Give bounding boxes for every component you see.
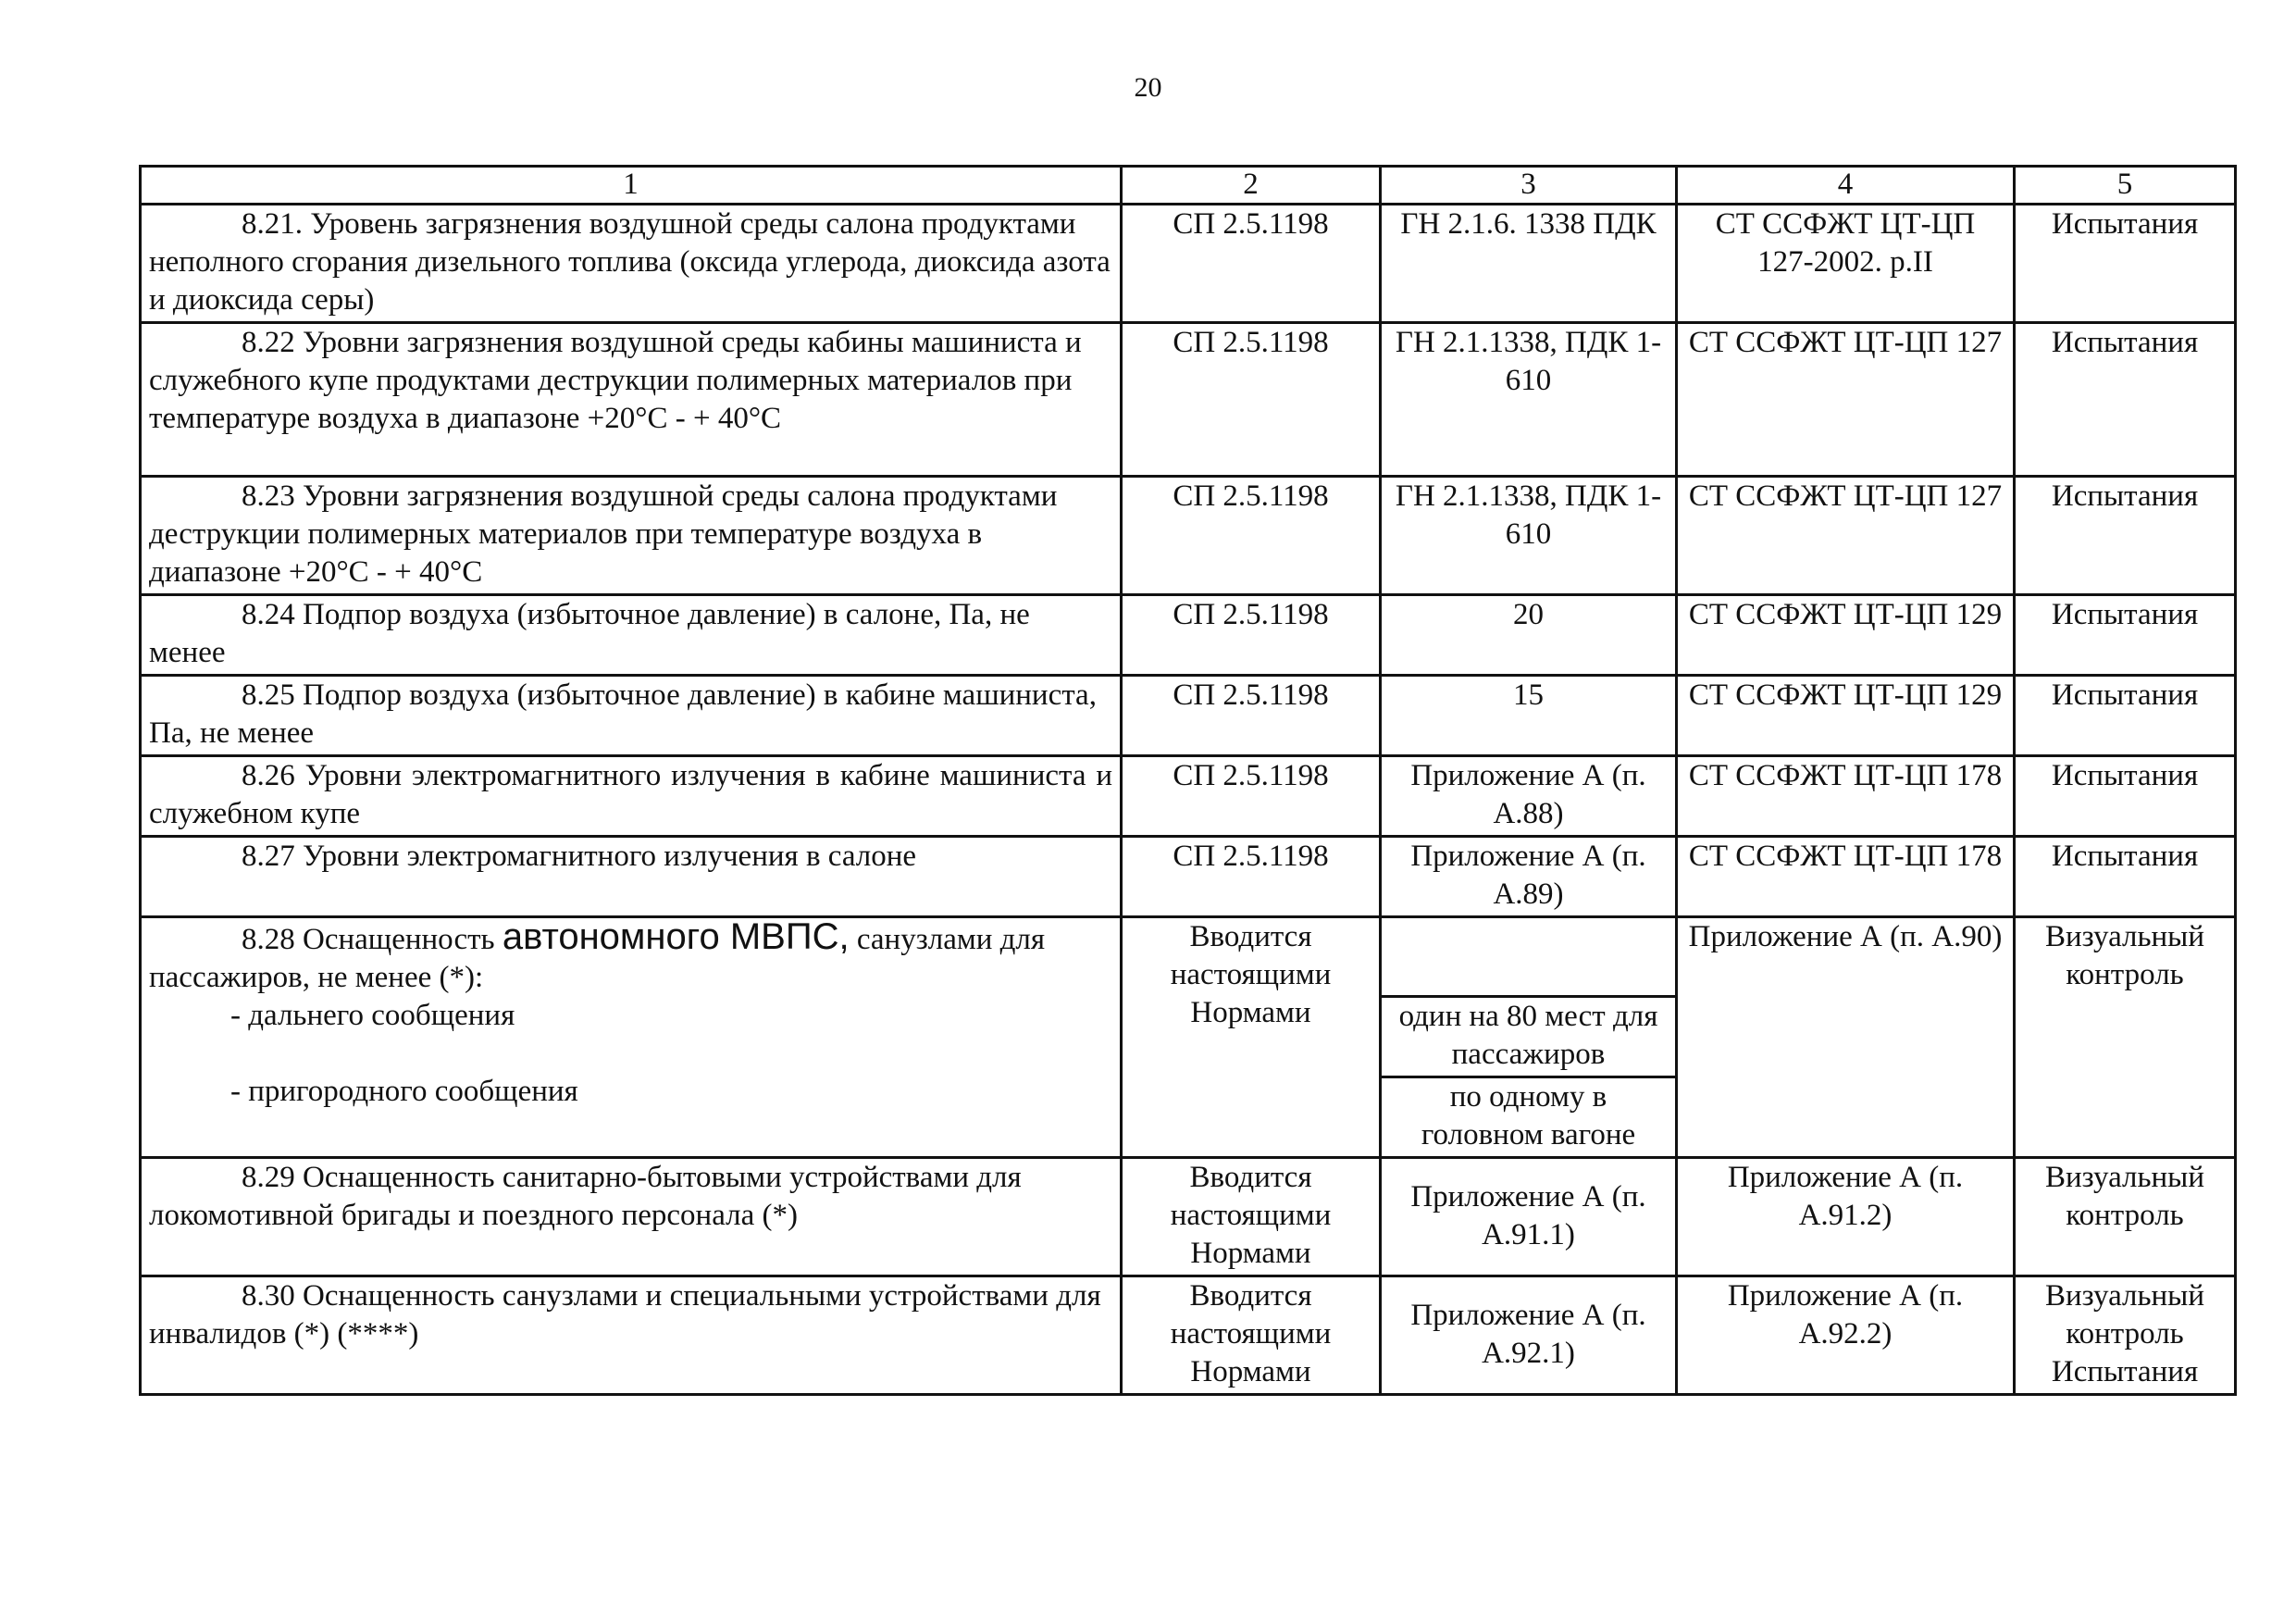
norm-value-cell: по одному в головном вагоне: [1381, 1077, 1677, 1158]
table-row: [141, 1276, 2236, 1395]
norm-value-cell: ГН 2.1.1338, ПДК 1-610: [1381, 323, 1677, 477]
source-doc-cell: СП 2.5.1198: [1122, 756, 1381, 837]
method-doc-cell: СТ ССФЖТ ЦТ-ЦП 127-2002. р.II: [1677, 205, 2015, 323]
source-doc-cell: СП 2.5.1198: [1122, 595, 1381, 676]
method-doc-cell: Приложение А (п. А.91.2): [1677, 1158, 2015, 1276]
table-row: [141, 676, 2236, 756]
check-type-cell: Испытания: [2015, 477, 2236, 595]
column-header: 3: [1381, 167, 1677, 205]
requirement-cell: 8.22 Уровни загрязнения воздушной среды кабины машиниста и служебного купе продуктами деструкции полимерных материалов при температуре воздуха в диапазоне +20°С - + 40°С: [141, 323, 1122, 477]
requirement-cell: 8.27 Уровни электромагнитного излучения в салоне: [141, 837, 1122, 917]
table-row: [141, 323, 2236, 477]
table-row: [141, 595, 2236, 676]
check-type-cell: [2015, 1276, 2236, 1395]
check-type-cell: Визуальный контроль: [2015, 917, 2236, 1158]
requirement-text-emphasis: автономного МВПС,: [502, 916, 850, 957]
requirement-cell: 8.26 Уровни электромагнитного излучения в кабине машиниста и служебном купе: [141, 756, 1122, 837]
check-type-cell: Испытания: [2015, 595, 2236, 676]
source-doc-cell: Вводится настоящими Нормами: [1122, 1276, 1381, 1395]
source-doc-cell: СП 2.5.1198: [1122, 323, 1381, 477]
source-doc-cell: СП 2.5.1198: [1122, 205, 1381, 323]
check-type-cell: Испытания: [2015, 205, 2236, 323]
norm-value-cell: один на 80 мест для пассажиров: [1381, 997, 1677, 1077]
norms-table: [139, 165, 2237, 1396]
check-type-cell: Испытания: [2015, 676, 2236, 756]
table-header-row: [141, 167, 2236, 205]
requirement-cell: 8.30 Оснащенность санузлами и специальными устройствами для инвалидов (*) (****): [141, 1276, 1122, 1395]
requirement-text: [149, 918, 1112, 997]
norm-value-cell: ГН 2.1.6. 1338 ПДК: [1381, 205, 1677, 323]
requirement-cell: 8.25 Подпор воздуха (избыточное давление) в кабине машиниста, Па, не менее: [141, 676, 1122, 756]
norm-value-cell: ГН 2.1.1338, ПДК 1-610: [1381, 477, 1677, 595]
column-header: 1: [141, 167, 1122, 205]
check-type-cell: Испытания: [2015, 837, 2236, 917]
requirement-cell: 8.21. Уровень загрязнения воздушной среды салона продуктами неполного сгорания дизельного топлива (оксида углерода, диоксида азота и диоксида серы): [141, 205, 1122, 323]
column-header: 5: [2015, 167, 2236, 205]
column-header: 2: [1122, 167, 1381, 205]
method-doc-cell: Приложение А (п. А.92.2): [1677, 1276, 2015, 1395]
check-type-cell: Визуальный контроль: [2015, 1158, 2236, 1276]
method-doc-cell: СТ ССФЖТ ЦТ-ЦП 129: [1677, 676, 2015, 756]
check-type-visual: Визуальный контроль: [2044, 1279, 2205, 1350]
norm-value-cell: Приложение А (п. А.91.1): [1381, 1158, 1677, 1276]
source-doc-cell: Вводится настоящими Нормами: [1122, 1158, 1381, 1276]
column-header: 4: [1677, 167, 2015, 205]
method-doc-cell: СТ ССФЖТ ЦТ-ЦП 127: [1677, 477, 2015, 595]
check-type-tests: Испытания: [2051, 1355, 2199, 1388]
requirement-text-part: 8.28 Оснащенность: [242, 923, 503, 956]
norm-value-cell: Приложение А (п. А.88): [1381, 756, 1677, 837]
table-row: [141, 1158, 2236, 1276]
check-type-cell: Испытания: [2015, 323, 2236, 477]
table-row: [141, 917, 2236, 997]
table-row: [141, 837, 2236, 917]
requirement-text-part: санузлами для пассажиров, не менее (*):: [149, 923, 1046, 994]
norm-value-cell-empty: [1381, 917, 1677, 997]
source-doc-cell: Вводится настоящими Нормами: [1122, 917, 1381, 1158]
requirement-cell: 8.29 Оснащенность санитарно-бытовыми устройствами для локомотивной бригады и поездного персонала (*): [141, 1158, 1122, 1276]
method-doc-cell: СТ ССФЖТ ЦТ-ЦП 178: [1677, 837, 2015, 917]
table-row: [141, 205, 2236, 323]
sub-item-suburban: - пригородного сообщения: [230, 1075, 578, 1108]
method-doc-cell: СТ ССФЖТ ЦТ-ЦП 127: [1677, 323, 2015, 477]
method-doc-cell: Приложение А (п. А.90): [1677, 917, 2015, 1158]
table-row: [141, 756, 2236, 837]
source-doc-cell: СП 2.5.1198: [1122, 477, 1381, 595]
norm-value-cell: 20: [1381, 595, 1677, 676]
requirement-cell: 8.23 Уровни загрязнения воздушной среды салона продуктами деструкции полимерных материалов при температуре воздуха в диапазоне +20°С - + 40°С: [141, 477, 1122, 595]
sub-item-long-distance: - дальнего сообщения: [230, 999, 515, 1032]
requirement-cell: 8.24 Подпор воздуха (избыточное давление) в салоне, Па, не менее: [141, 595, 1122, 676]
norm-value-cell: Приложение А (п. А.92.1): [1381, 1276, 1677, 1395]
requirement-cell: [141, 917, 1122, 1158]
source-doc-cell: СП 2.5.1198: [1122, 837, 1381, 917]
check-type-cell: Испытания: [2015, 756, 2236, 837]
norm-value-cell: 15: [1381, 676, 1677, 756]
source-doc-cell: СП 2.5.1198: [1122, 676, 1381, 756]
norm-value-cell: Приложение А (п. А.89): [1381, 837, 1677, 917]
method-doc-cell: СТ ССФЖТ ЦТ-ЦП 178: [1677, 756, 2015, 837]
page-number: 20: [1134, 72, 1162, 103]
table-row: [141, 477, 2236, 595]
method-doc-cell: СТ ССФЖТ ЦТ-ЦП 129: [1677, 595, 2015, 676]
